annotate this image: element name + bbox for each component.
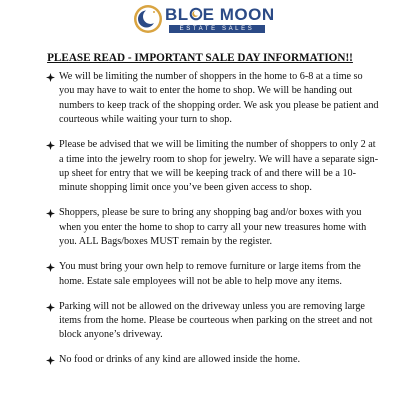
notice-bullet-item <box>46 70 380 128</box>
notice-bullet-text: No food or drinks of any kind are allowed inside the home. <box>59 354 301 366</box>
diamond-bullet-icon <box>46 73 55 82</box>
blue-moon-logo <box>133 2 275 36</box>
notice-bullet-text: Please be advised that we will be limiting the number of shoppers to only 2 at a time into the jewelry room to shop for jewelry. We will have a separate sign-up sheet for entry that we will be keeping track of and there will be a 10-minute shopping limit once you’ve been given access to shop. <box>59 139 379 194</box>
logo-brand-part-2: E MOON <box>202 4 275 24</box>
diamond-bullet-icon <box>46 303 55 312</box>
diamond-bullet-icon <box>46 141 55 150</box>
notice-bullet-text: Parking will not be allowed on the driveway unless you are removing large items from the home. Please be courteous when parking on the street and not block anyone’s driveway. <box>59 300 373 341</box>
logo-wordmark <box>165 6 275 33</box>
crescent-moon-icon <box>133 4 163 34</box>
notice-bullet-item <box>46 138 380 196</box>
diamond-bullet-icon <box>46 263 55 272</box>
logo-brand-name <box>165 6 275 24</box>
notice-bullet-item <box>46 300 380 343</box>
notice-bullet-text: You must bring your own help to remove furniture or large items from the home. Estate sale employees will not be able to help move any items. <box>59 261 361 287</box>
diamond-bullet-icon <box>46 209 55 218</box>
notice-bullet-item <box>46 206 380 249</box>
notice-heading: PLEASE READ - IMPORTANT SALE DAY INFORMATION!! <box>47 52 353 64</box>
notice-bullet-text: We will be limiting the number of shoppers in the home to 6-8 at a time so you may have to wait to enter the home to shop. We will be handing out numbers to keep track of the shopping order. We ask you please be patient and courteous while waiting your turn to shop. <box>59 71 379 126</box>
logo-o-moon-icon <box>189 7 203 21</box>
notice-bullet-item <box>46 260 380 289</box>
diamond-bullet-icon <box>46 356 55 365</box>
notice-bullet-item <box>46 353 380 367</box>
notice-bullet-list <box>46 70 380 378</box>
logo-brand-part-1: BL <box>165 4 189 24</box>
logo-tagline: ESTATE SALES <box>169 25 265 33</box>
notice-bullet-text: Shoppers, please be sure to bring any shopping bag and/or boxes with you when you enter the home to shop to carry all your new treasures home with you. ALL Bags/boxes MUST remain by the register. <box>59 207 367 248</box>
